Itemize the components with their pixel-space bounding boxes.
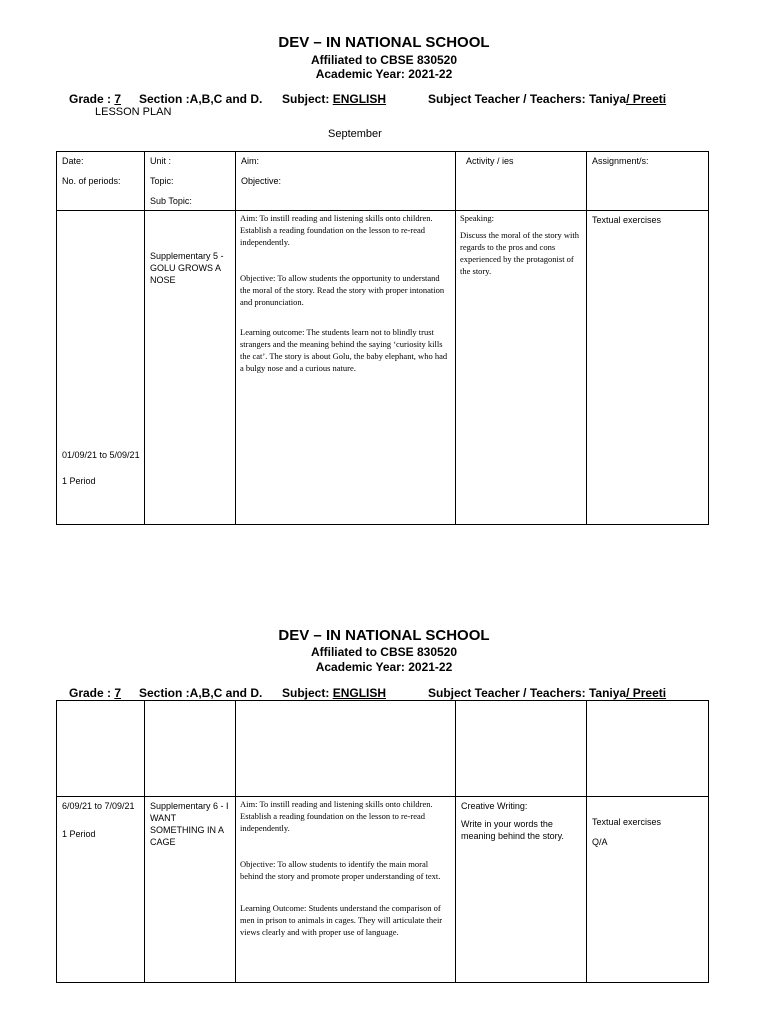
unit-name-2: Supplementary 6 - I WANT SOMETHING IN A CAGE bbox=[150, 801, 229, 847]
lesson-plan-label: LESSON PLAN bbox=[95, 106, 172, 118]
activity-cell-2 bbox=[456, 797, 587, 983]
assignment-cell bbox=[587, 211, 709, 525]
date-cell bbox=[57, 211, 145, 525]
teachers-2: Subject Teacher / Teachers: Taniya/ Preeti bbox=[428, 686, 667, 700]
section: Section :A,B,C and D. bbox=[139, 92, 263, 106]
subject-value-2: ENGLISH bbox=[332, 686, 387, 700]
empty-cell bbox=[236, 701, 456, 797]
table-empty-row bbox=[57, 701, 709, 797]
outcome-text-2: Learning Outcome: Students understand the comparison of men in prison to animals in cages. They will articulate their views clearly and with proper use of language. bbox=[240, 903, 443, 937]
aim-header-cell bbox=[236, 152, 456, 211]
teacher-value: / Preeti bbox=[626, 92, 667, 106]
date-range-2: 6/09/21 to 7/09/21 bbox=[62, 801, 135, 811]
date-header-cell bbox=[57, 152, 145, 211]
academic-year-2: Academic Year: 2021-22 bbox=[315, 660, 453, 674]
activity-title-2: Creative Writing: bbox=[461, 801, 528, 811]
unit-header: Unit : bbox=[150, 156, 172, 166]
unit-cell bbox=[145, 211, 236, 525]
grade-value: 7 bbox=[114, 92, 122, 106]
objective-header: Objective: bbox=[241, 176, 282, 186]
subject-value: ENGLISH bbox=[332, 92, 387, 106]
aim-cell-2 bbox=[236, 797, 456, 983]
date-range: 01/09/21 to 5/09/21 bbox=[62, 450, 140, 460]
activity-text: Discuss the moral of the story with regards to the pros and cons experienced by the protagonist of the story. bbox=[460, 230, 579, 276]
date-cell-2 bbox=[57, 797, 145, 983]
table-header-row bbox=[57, 152, 709, 211]
assignment-qa: Q/A bbox=[592, 837, 608, 847]
school-name: DEV – IN NATIONAL SCHOOL bbox=[278, 34, 490, 51]
assignment-cell-2 bbox=[587, 797, 709, 983]
unit-header-cell bbox=[145, 152, 236, 211]
activity-cell bbox=[456, 211, 587, 525]
section-2: Section :A,B,C and D. bbox=[139, 686, 263, 700]
teachers: Subject Teacher / Teachers: Taniya/ Preeti bbox=[428, 92, 667, 106]
objective-text-2: Objective: To allow students to identify the main moral behind the story and promote proper understanding of text. bbox=[240, 859, 441, 881]
topic-header: Topic: bbox=[150, 176, 174, 186]
assignment-header-cell bbox=[587, 152, 709, 211]
periods-header: No. of periods: bbox=[62, 176, 121, 186]
assignment-header: Assignment/s: bbox=[592, 156, 649, 166]
empty-cell bbox=[145, 701, 236, 797]
activity-header-cell bbox=[456, 152, 587, 211]
academic-year: Academic Year: 2021-22 bbox=[315, 67, 453, 81]
grade-2: Grade : 7 bbox=[69, 686, 122, 700]
teacher-value-2: / Preeti bbox=[626, 686, 667, 700]
aim-text-2: Aim: To instill reading and listening skills onto children. Establish a reading foundation on the lesson to re-read independently. bbox=[240, 799, 433, 833]
lesson-table-1 bbox=[56, 151, 709, 525]
assignment-text: Textual exercises bbox=[592, 215, 662, 225]
month-label: September bbox=[328, 128, 382, 140]
table-row bbox=[57, 211, 709, 525]
outcome-text: Learning outcome: The students learn not to blindly trust strangers and the meaning behind the saying ‘curiosity kills the cat’. The story is about Golu, the baby elephant, who had a bulgy nose and a curious nature. bbox=[240, 327, 448, 373]
school-name-2: DEV – IN NATIONAL SCHOOL bbox=[278, 627, 490, 644]
period-count-2: 1 Period bbox=[62, 829, 96, 839]
grade: Grade : 7 bbox=[69, 92, 122, 106]
empty-cell bbox=[456, 701, 587, 797]
activity-text-2: Write in your words the meaning behind the story. bbox=[461, 819, 564, 841]
activity-header: Activity / ies bbox=[466, 156, 514, 166]
period-count: 1 Period bbox=[62, 476, 96, 486]
objective-text: Objective: To allow students the opportunity to understand the moral of the story. Read the story with proper intonation and pronunciation. bbox=[240, 273, 445, 307]
unit-name: Supplementary 5 - GOLU GROWS A NOSE bbox=[150, 251, 224, 285]
affiliation: Affiliated to CBSE 830520 bbox=[310, 53, 458, 67]
table-row bbox=[57, 797, 709, 983]
aim-cell bbox=[236, 211, 456, 525]
aim-header: Aim: bbox=[241, 156, 259, 166]
assignment-text-2: Textual exercises bbox=[592, 817, 662, 827]
empty-cell bbox=[57, 701, 145, 797]
activity-title: Speaking: bbox=[460, 213, 494, 223]
subject-2: Subject: ENGLISH bbox=[282, 686, 387, 700]
aim-text: Aim: To instill reading and listening skills onto children. Establish a reading foundation on the lesson to re-read independently. bbox=[240, 213, 433, 247]
affiliation-2: Affiliated to CBSE 830520 bbox=[310, 645, 458, 659]
grade-value-2: 7 bbox=[114, 686, 122, 700]
subtopic-header: Sub Topic: bbox=[150, 196, 192, 206]
empty-cell bbox=[587, 701, 709, 797]
date-header: Date: bbox=[62, 156, 84, 166]
unit-cell-2 bbox=[145, 797, 236, 983]
lesson-table-2 bbox=[56, 700, 709, 983]
subject: Subject: ENGLISH bbox=[282, 92, 387, 106]
